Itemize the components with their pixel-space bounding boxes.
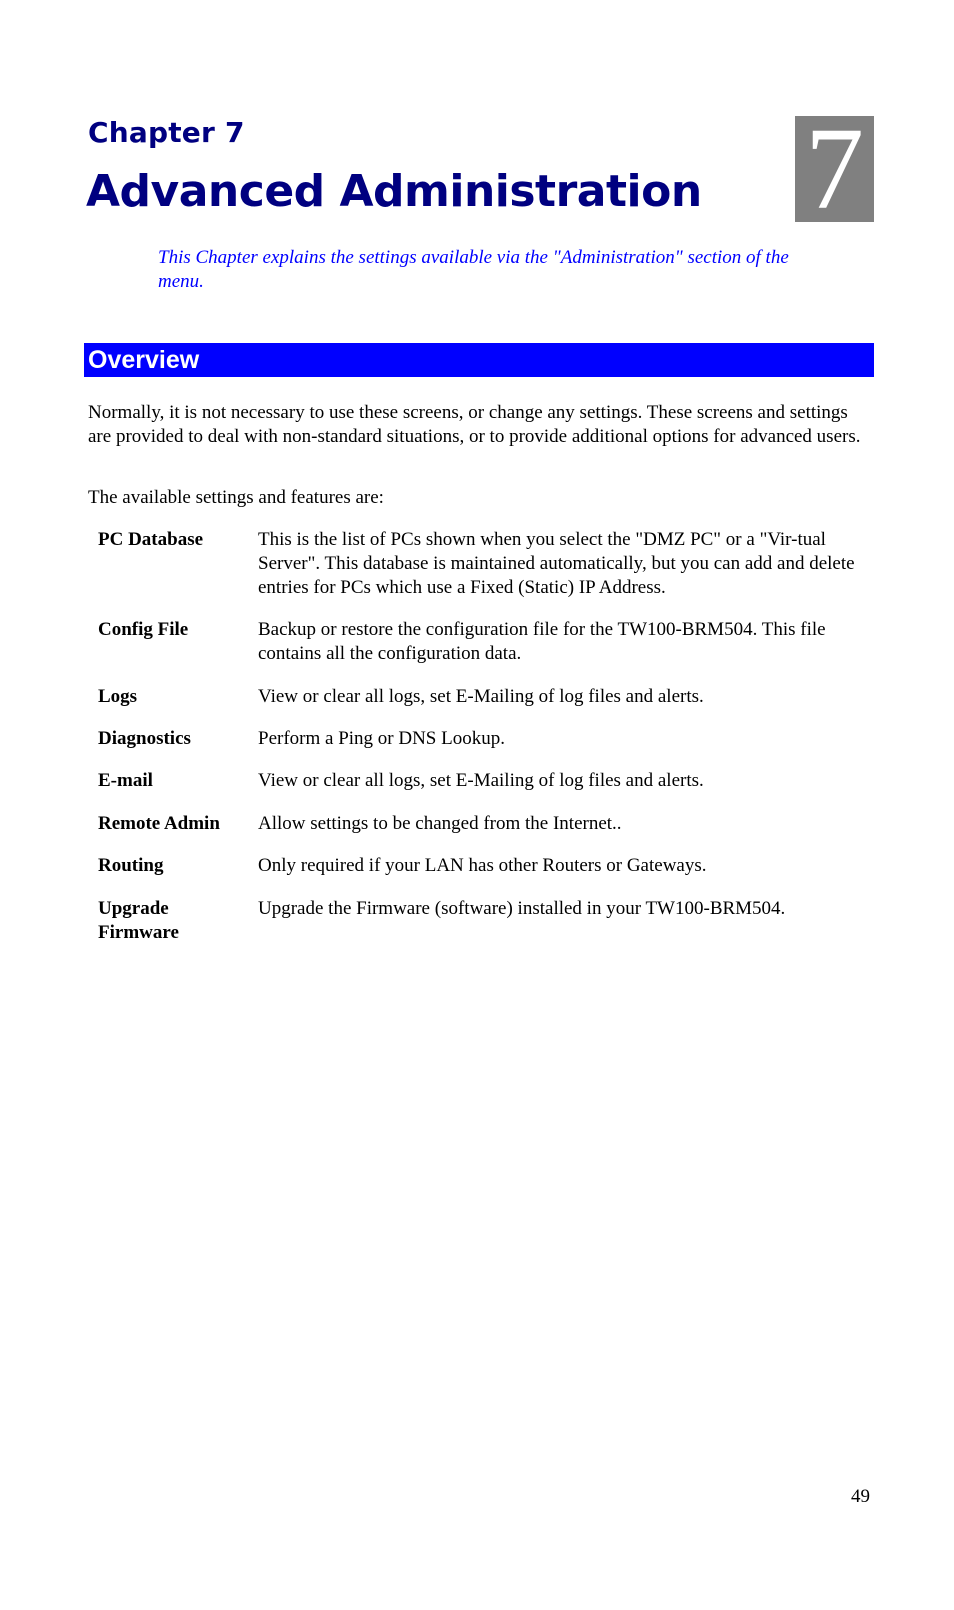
overview-paragraph-2: The available settings and features are: — [88, 487, 384, 508]
feature-description: View or clear all logs, set E-Mailing of log files and alerts. — [258, 686, 704, 707]
chapter-number-box: 7 — [795, 116, 874, 222]
overview-paragraph-1: Normally, it is not necessary to use these screens, or change any settings. These screens and settings are provided to deal with non-standard situations, or to provide additional options for advanced users. — [88, 402, 861, 447]
overview-section-bar — [84, 343, 874, 377]
feature-description: View or clear all logs, set E-Mailing of log files and alerts. — [258, 770, 704, 791]
overview-heading: Overview — [88, 346, 200, 374]
feature-description: Allow settings to be changed from the Internet.. — [258, 813, 622, 834]
feature-term: Upgrade Firmware — [98, 898, 179, 943]
chapter-intro: This Chapter explains the settings available via the "Administration" section of the menu. — [158, 247, 789, 292]
page-number: 49 — [851, 1486, 870, 1507]
feature-description: Upgrade the Firmware (software) installed in your TW100-BRM504. — [258, 898, 786, 919]
feature-description: Backup or restore the configuration file for the TW100-BRM504. This file contains all the configuration data. — [258, 619, 826, 664]
feature-description: Perform a Ping or DNS Lookup. — [258, 728, 505, 749]
feature-term: Remote Admin — [98, 813, 220, 834]
feature-term: Config File — [98, 619, 189, 640]
feature-term: PC Database — [98, 529, 204, 550]
feature-term: Diagnostics — [98, 728, 191, 749]
chapter-title: Advanced Administration — [86, 166, 702, 217]
feature-term: Routing — [98, 855, 164, 876]
feature-term: Logs — [98, 686, 138, 707]
feature-term: E-mail — [98, 770, 153, 791]
feature-description: Only required if your LAN has other Routers or Gateways. — [258, 855, 707, 876]
feature-description: This is the list of PCs shown when you select the "DMZ PC" or a "Vir-tual Server". This database is maintained automatically, but you can add and delete entries for PCs which use a Fixed (Static) IP Address. — [258, 529, 855, 598]
chapter-label: Chapter 7 — [88, 116, 245, 149]
